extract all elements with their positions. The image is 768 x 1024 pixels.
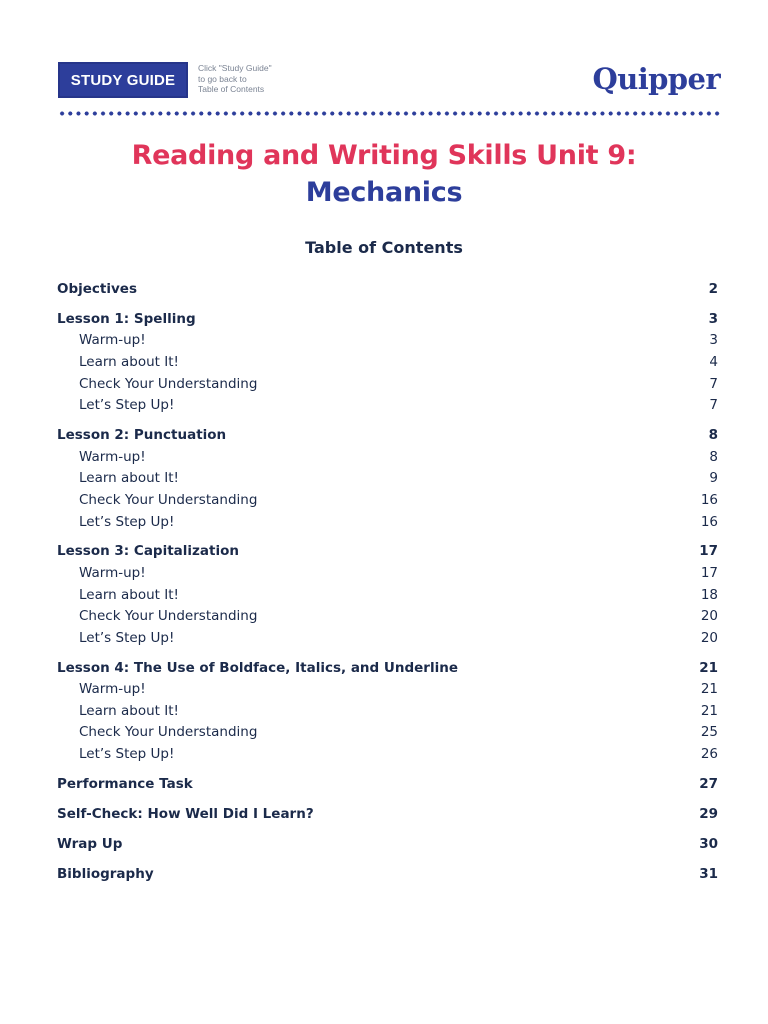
toc-entry-page: 20 [700,608,718,625]
toc-entry-page: 16 [700,491,718,508]
toc-entry-label: Check Your Understanding [79,375,258,392]
toc-entry-page: 29 [699,805,718,822]
toc-entry-page: 21 [700,681,718,698]
toc-entry-page: 7 [709,397,718,414]
toc-subentry[interactable] [57,374,718,396]
toc-entry-label: Lesson 2: Punctuation [57,427,227,444]
toc-entry-label: Learn about It! [79,702,179,719]
toc-entry-page: 4 [709,354,718,371]
toc-entry[interactable] [57,309,718,331]
toc-entry-page: 20 [700,629,718,646]
toc-entry-page: 30 [699,835,718,852]
toc-entry-page: 9 [709,470,718,487]
toc-entry-label: Let’s Step Up! [79,629,175,646]
toc-subentry[interactable] [57,628,718,650]
toc-entry-label: Let’s Step Up! [79,397,175,414]
quipper-logo: Quipper [592,62,720,96]
toc-entry-page: 25 [700,724,718,741]
toc-subentry[interactable] [57,352,718,374]
toc-entry-page: 8 [709,448,718,465]
toc-entry-label: Lesson 4: The Use of Boldface, Italics, and Underline [57,659,458,676]
toc-subentry[interactable] [57,585,718,607]
toc-entry-label: Check Your Understanding [79,724,258,741]
toc-entry-label: Performance Task [57,775,193,792]
toc-entry-page: 2 [708,281,718,297]
page-title-line1: Reading and Writing Skills Unit 9: [131,140,637,171]
toc-entry-page: 21 [699,659,718,676]
toc-entry-page: 7 [709,375,718,392]
study-guide-button[interactable]: STUDY GUIDE [58,62,188,98]
toc-subentry[interactable] [57,395,718,417]
toc-entry-label: Warm-up! [79,681,146,698]
toc-entry-label: Learn about It! [79,354,179,371]
toc-entry-label: Lesson 3: Capitalization [57,543,239,560]
toc-entry-label: Bibliography [57,865,154,882]
toc-subentry[interactable] [57,744,718,766]
page-header [58,62,720,100]
study-guide-note-line: Click "Study Guide" [198,63,272,73]
toc-entry-label: Let’s Step Up! [79,513,175,530]
toc-entry[interactable] [57,425,718,447]
toc-entry-label: Warm-up! [79,565,146,582]
toc-entry-label: Warm-up! [79,448,146,465]
study-guide-note-line: Table of Contents [198,84,265,94]
toc-entry-page: 21 [700,702,718,719]
study-guide-note-line: to go back to [198,73,247,84]
toc-entry[interactable] [57,774,718,796]
page-title-line2: Mechanics [305,177,463,208]
toc-entry-page: 16 [700,513,718,530]
study-guide-note [198,63,272,95]
toc-entry-page: 3 [709,332,718,349]
toc-entry-label: Check Your Understanding [79,608,258,625]
toc-entry-label: Objectives [57,281,137,297]
toc-entry-label: Let’s Step Up! [79,746,175,763]
toc-entry-page: 17 [699,543,718,560]
toc-entry-page: 26 [700,746,718,763]
toc-entry-label: Self-Check: How Well Did I Learn? [57,805,314,822]
table-of-contents [57,279,718,885]
dotted-divider [58,111,720,116]
toc-entry-page: 31 [699,865,718,882]
toc-entry[interactable] [57,834,718,856]
toc-entry[interactable] [57,804,718,826]
toc-entry-page: 17 [700,565,718,582]
toc-subentry[interactable] [57,468,718,490]
toc-entry-label: Lesson 1: Spelling [57,310,196,327]
toc-entry[interactable] [57,541,718,563]
toc-subentry[interactable] [57,679,718,701]
toc-subentry[interactable] [57,490,718,512]
toc-subentry[interactable] [57,606,718,628]
toc-subentry[interactable] [57,512,718,534]
toc-heading: Table of Contents [305,238,463,257]
toc-entry-page: 18 [700,586,718,603]
toc-entry[interactable] [57,279,718,301]
toc-entry-label: Learn about It! [79,470,179,487]
toc-entry-page: 27 [699,775,718,792]
toc-subentry[interactable] [57,563,718,585]
toc-subentry[interactable] [57,701,718,723]
toc-subentry[interactable] [57,330,718,352]
toc-subentry[interactable] [57,447,718,469]
toc-entry-label: Learn about It! [79,586,179,603]
toc-entry-label: Warm-up! [79,332,146,349]
toc-entry-label: Check Your Understanding [79,491,258,508]
toc-entry-label: Wrap Up [57,835,123,852]
toc-entry[interactable] [57,658,718,680]
toc-entry[interactable] [57,864,718,886]
toc-subentry[interactable] [57,722,718,744]
toc-entry-page: 3 [708,310,718,327]
toc-entry-page: 8 [708,427,718,444]
